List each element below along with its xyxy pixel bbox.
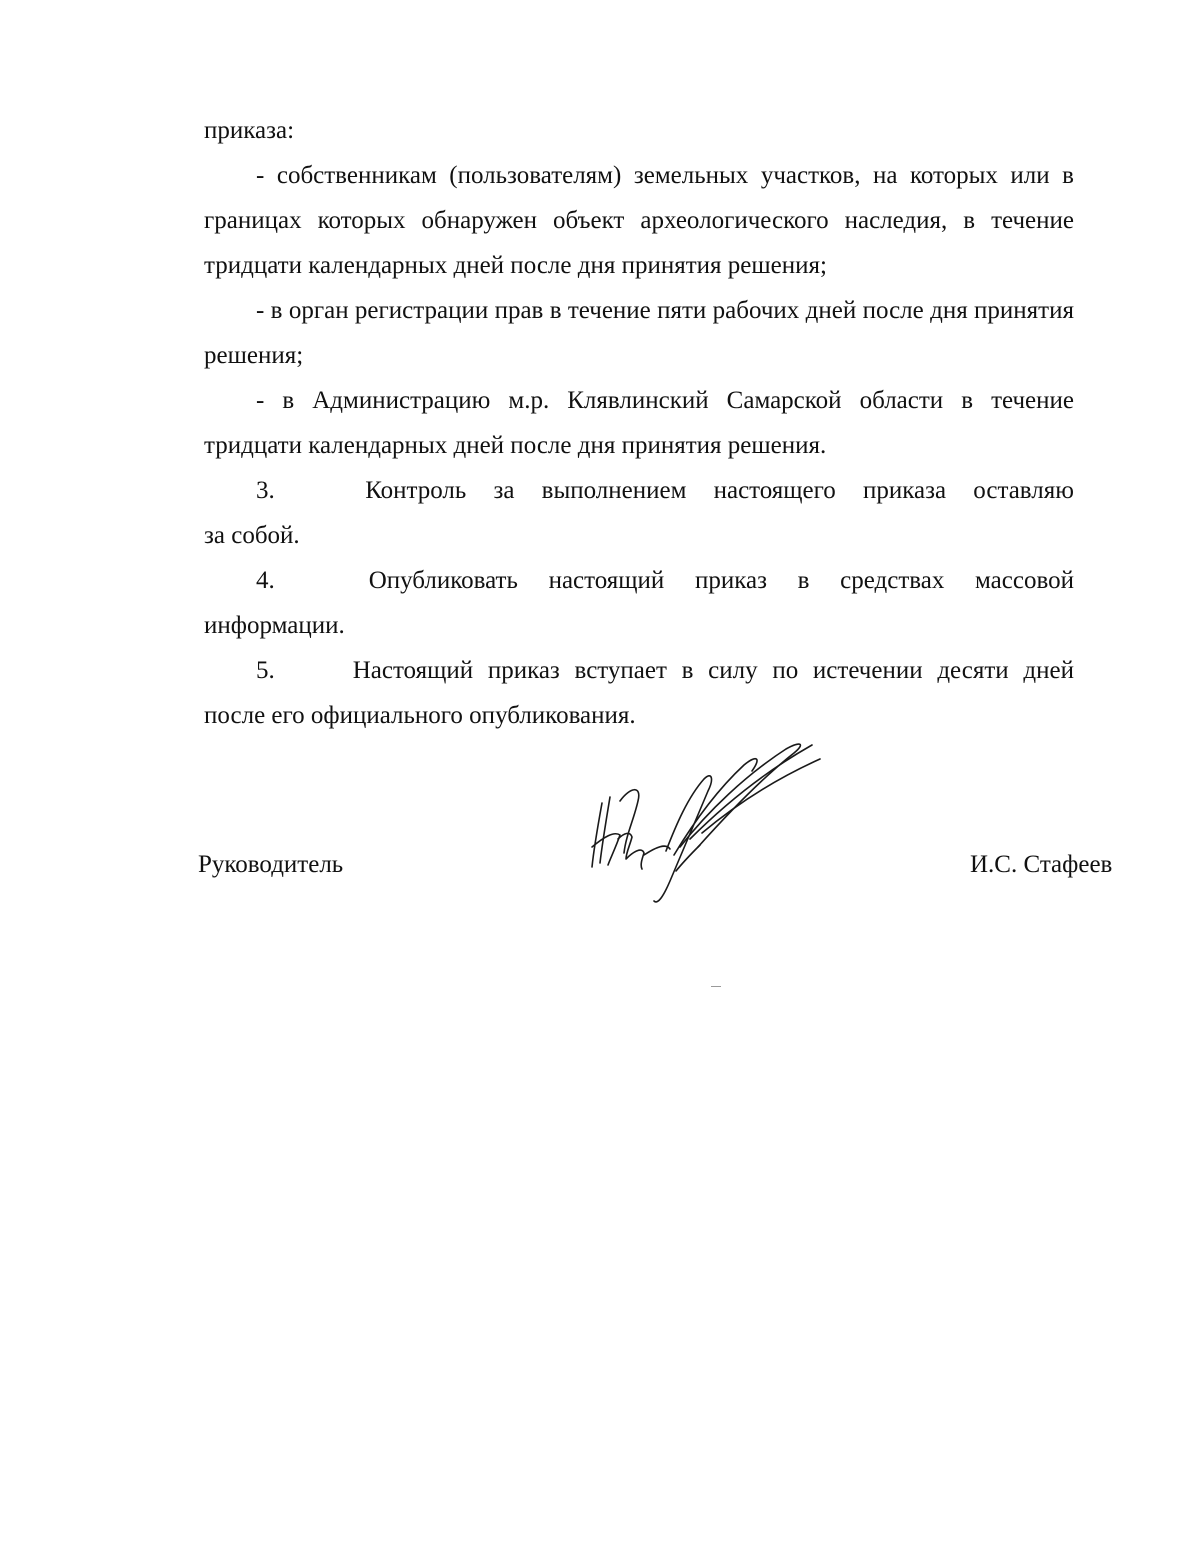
handwritten-signature: [580, 735, 830, 905]
clause-word: приказ: [487, 657, 560, 684]
clause-word: настоящего: [713, 477, 836, 504]
clause-5-continuation: после его официального опубликования.: [204, 702, 636, 729]
clause-word: силу: [708, 657, 758, 684]
document-body: [204, 108, 1074, 738]
clause-number: 3.: [256, 477, 275, 504]
clause-word: приказ: [694, 567, 767, 594]
clause-3-continuation: за собой.: [204, 522, 300, 549]
clause-word: десяти: [937, 657, 1009, 684]
clause-word: Опубликовать: [368, 567, 518, 594]
clause-4: [204, 558, 1074, 648]
clause-word: в: [797, 567, 810, 594]
clause-word: настоящий: [548, 567, 665, 594]
clause-word: средствах: [840, 567, 945, 594]
clause-number: 4.: [256, 567, 275, 594]
clause-word: дней: [1023, 657, 1074, 684]
clause-word: приказа: [862, 477, 947, 504]
intro-line: приказа:: [204, 117, 295, 144]
distribution-item-administration: - в Администрацию м.р. Клявлинский Самарской области в течение тридцати календарных дней после дня принятия решения.: [204, 387, 1074, 459]
clause-word: массовой: [975, 567, 1074, 594]
scan-speck: [711, 986, 721, 987]
clause-5: [204, 648, 1074, 738]
clause-5-first-line: [204, 648, 1074, 693]
clause-word: по: [772, 657, 799, 684]
distribution-item-registry: - в орган регистрации прав в течение пяти рабочих дней после дня принятия решения;: [204, 297, 1074, 369]
clause-word: выполнением: [541, 477, 687, 504]
clause-word: за: [493, 477, 515, 504]
signatory-name: И.С. Стафеев: [970, 851, 1113, 878]
clause-4-continuation: информации.: [204, 612, 345, 639]
clause-3-first-line: [204, 468, 1074, 513]
signatory-position: Руководитель: [198, 851, 344, 878]
clause-4-first-line: [204, 558, 1074, 603]
distribution-item-owners: - собственникам (пользователям) земельных участков, на которых или в границах которых обнаружен объект археологического наследия, в течение тридцати календарных дней после дня принятия решения;: [204, 162, 1074, 279]
clause-word: в: [681, 657, 694, 684]
clause-word: вступает: [574, 657, 667, 684]
clause-word: Настоящий: [352, 657, 474, 684]
clause-word: оставляю: [973, 477, 1074, 504]
clause-word: истечении: [812, 657, 923, 684]
clause-number: 5.: [256, 657, 275, 684]
clause-3: [204, 468, 1074, 558]
clause-word: Контроль: [365, 477, 467, 504]
